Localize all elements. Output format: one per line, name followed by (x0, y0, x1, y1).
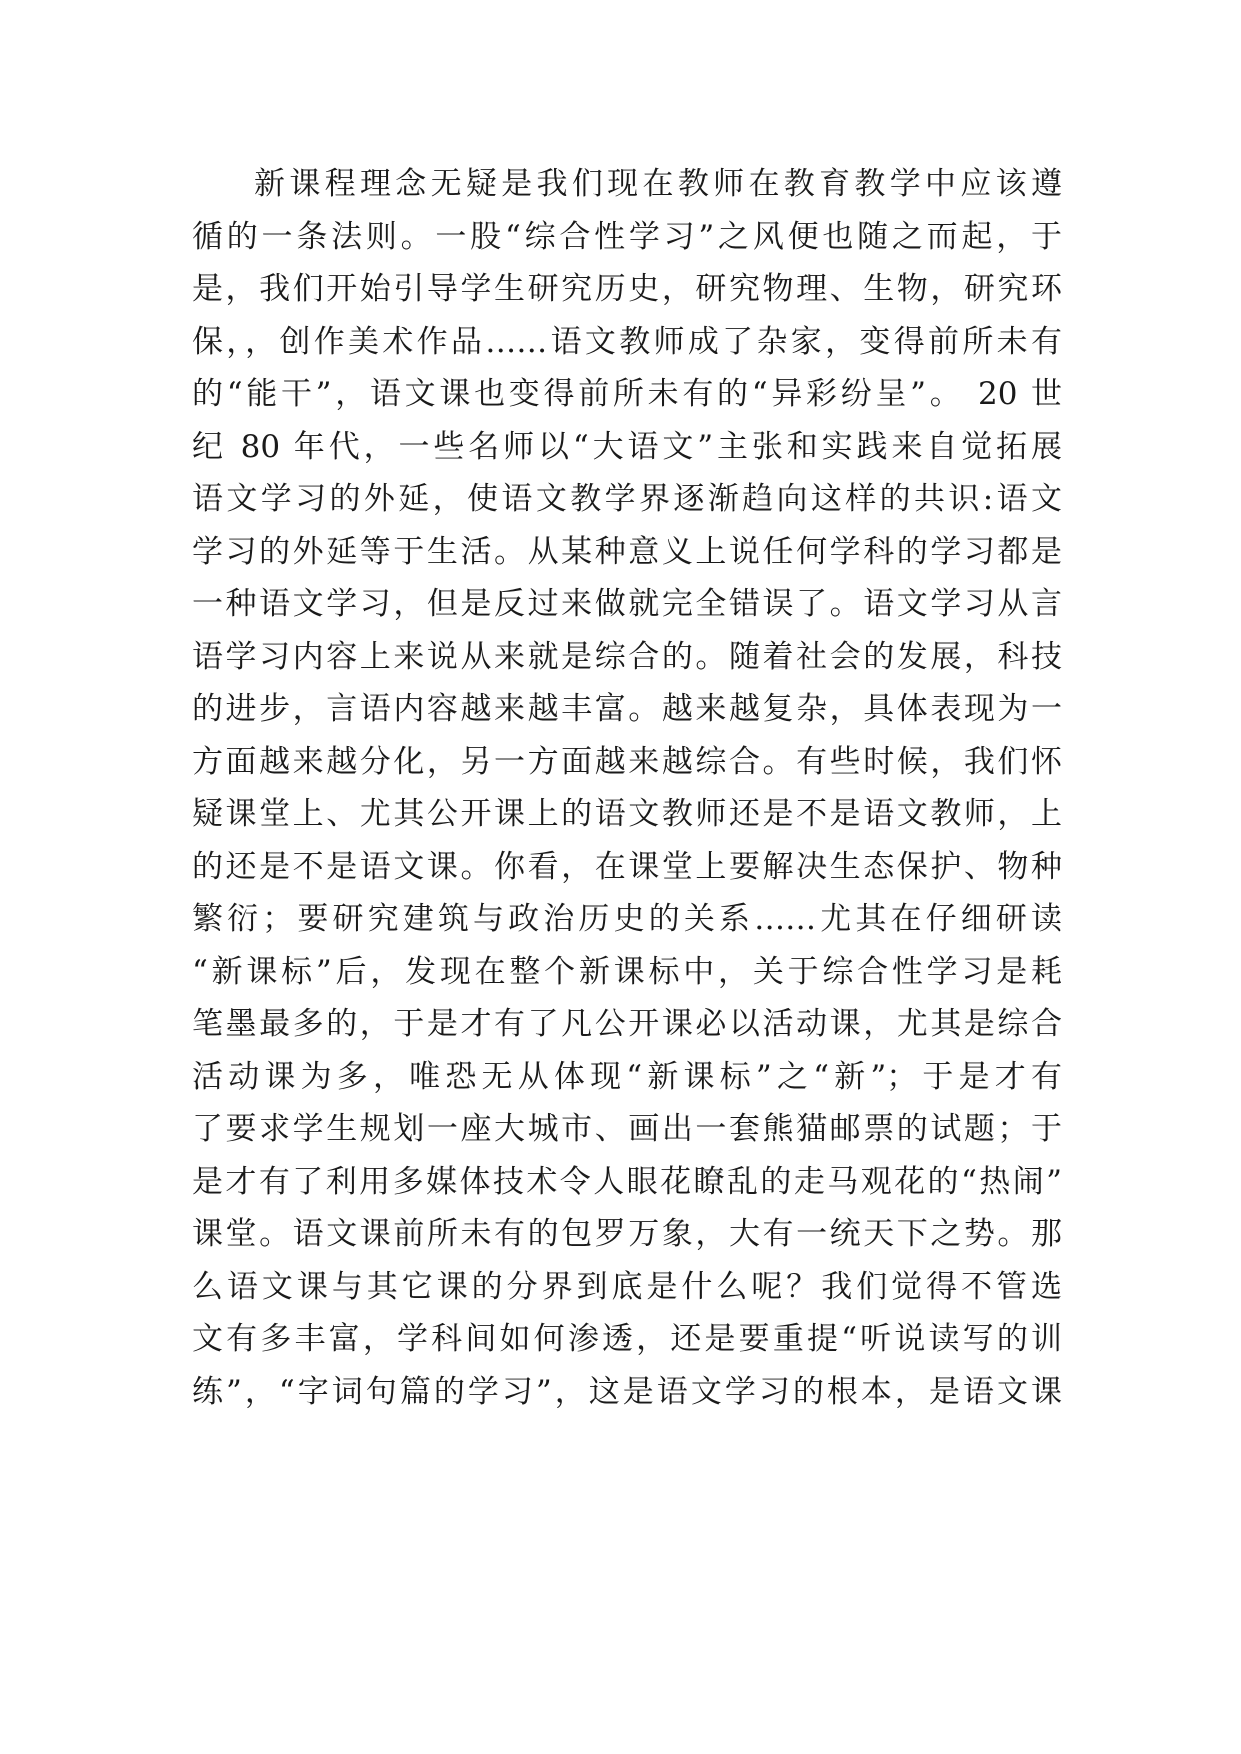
paragraph-line: 一种语文学习，但是反过来做就完全错误了。语文学习从言 (192, 586, 1062, 622)
paragraph-line: 纪 80 年代，一些名师以“大语文”主张和实践来自觉拓展 (192, 428, 1062, 465)
paragraph-line: 的还是不是语文课。你看，在课堂上要解决生态保护、物种 (192, 848, 1062, 885)
paragraph-line: 练”，“字词句篇的学习”，这是语文学习的根本，是语文课 (192, 1373, 1062, 1410)
body-paragraph (192, 158, 1062, 1418)
paragraph-line: 繁衍；要研究建筑与政治历史的关系……尤其在仔细研读 (192, 901, 1062, 937)
paragraph-line: 语学习内容上来说从来就是综合的。随着社会的发展，科技 (192, 638, 1062, 675)
paragraph-line: 是才有了利用多媒体技术令人眼花瞭乱的走马观花的“热闹” (192, 1163, 1062, 1200)
paragraph-line: 是，我们开始引导学生研究历史，研究物理、生物，研究环 (192, 271, 1062, 307)
paragraph-line: 活动课为多，唯恐无从体现“新课标”之“新”；于是才有 (192, 1058, 1062, 1095)
paragraph-line: 么语文课与其它课的分界到底是什么呢？我们觉得不管选 (192, 1268, 1062, 1305)
paragraph-line: 学习的外延等于生活。从某种意义上说任何学科的学习都是 (192, 533, 1062, 570)
paragraph-line: 疑课堂上、尤其公开课上的语文教师还是不是语文教师，上 (192, 796, 1062, 832)
paragraph-line: 了要求学生规划一座大城市、画出一套熊猫邮票的试题；于 (192, 1111, 1062, 1147)
paragraph-line: 文有多丰富，学科间如何渗透，还是要重提“听说读写的训 (192, 1321, 1062, 1357)
paragraph-line: “新课标”后，发现在整个新课标中，关于综合性学习是耗 (192, 953, 1062, 990)
paragraph-line: 新课程理念无疑是我们现在教师在教育教学中应该遵 (254, 166, 1062, 202)
paragraph-line: 的进步，言语内容越来越丰富。越来越复杂，具体表现为一 (192, 691, 1062, 727)
paragraph-line: 方面越来越分化，另一方面越来越综合。有些时候，我们怀 (192, 743, 1062, 780)
paragraph-line: 循的一条法则。一股“综合性学习”之风便也随之而起，于 (192, 218, 1062, 255)
paragraph-line: 笔墨最多的，于是才有了凡公开课必以活动课，尤其是综合 (192, 1006, 1062, 1042)
paragraph-line: 语文学习的外延，使语文教学界逐渐趋向这样的共识:语文 (192, 481, 1062, 517)
paragraph-line: 课堂。语文课前所未有的包罗万象，大有一统天下之势。那 (192, 1216, 1062, 1252)
paragraph-line: 保，，创作美术作品……语文教师成了杂家，变得前所未有 (192, 323, 1062, 360)
paragraph-line: 的“能干”，语文课也变得前所未有的“异彩纷呈”。 20 世 (192, 376, 1062, 412)
